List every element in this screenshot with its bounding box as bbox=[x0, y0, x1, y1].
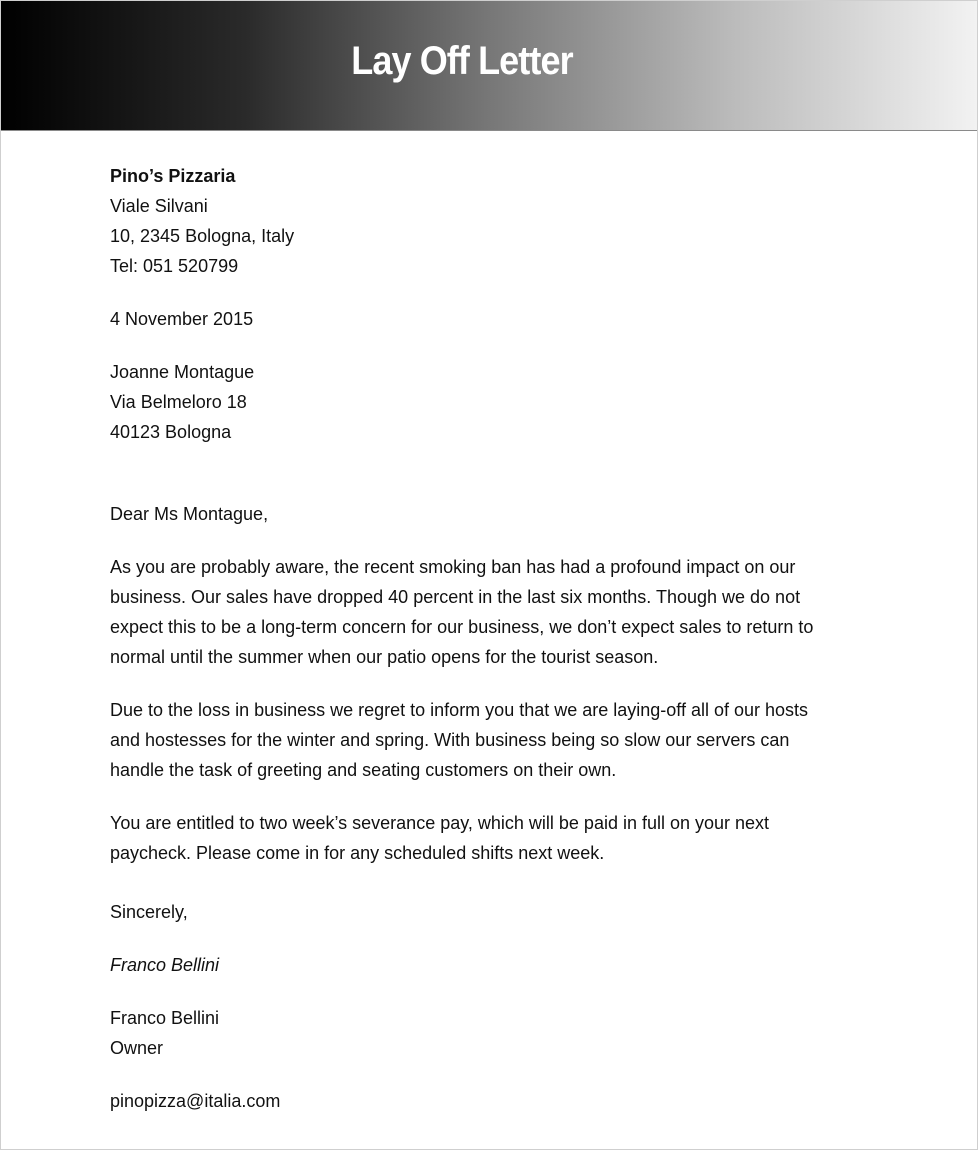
recipient-name: Joanne Montague bbox=[110, 362, 255, 382]
body-paragraph bbox=[110, 695, 870, 785]
paragraph-line: Due to the loss in business we regret to inform you that we are laying-off all of our hosts bbox=[110, 700, 809, 720]
paragraph-line: normal until the summer when our patio opens for the tourist season. bbox=[110, 647, 659, 667]
signer-title: Owner bbox=[110, 1038, 164, 1058]
sender-street: Viale Silvani bbox=[110, 196, 208, 216]
salutation: Dear Ms Montague, bbox=[110, 504, 269, 524]
sender-address bbox=[110, 161, 870, 281]
sender-city: 10, 2345 Bologna, Italy bbox=[110, 226, 295, 246]
recipient-street: Via Belmeloro 18 bbox=[110, 392, 247, 412]
paragraph-line: business. Our sales have dropped 40 percent in the last six months. Though we do not bbox=[110, 587, 801, 607]
page-title: Lay Off Letter bbox=[351, 39, 573, 83]
paragraph-line: handle the task of greeting and seating customers on their own. bbox=[110, 760, 617, 780]
body-paragraph bbox=[110, 552, 870, 672]
paragraph-line: You are entitled to two week’s severance pay, which will be paid in full on your next bbox=[110, 813, 770, 833]
closing: Sincerely, bbox=[110, 902, 188, 922]
sender-phone: Tel: 051 520799 bbox=[110, 256, 239, 276]
body-paragraph bbox=[110, 808, 870, 868]
paragraph-line: paycheck. Please come in for any scheduled shifts next week. bbox=[110, 843, 605, 863]
contact-email: pinopizza@italia.com bbox=[110, 1091, 281, 1111]
paragraph-line: and hostesses for the winter and spring. With business being so slow our servers can bbox=[110, 730, 790, 750]
recipient-city: 40123 Bologna bbox=[110, 422, 232, 442]
signer-name: Franco Bellini bbox=[110, 1008, 220, 1028]
recipient-address bbox=[110, 357, 870, 447]
letter-body bbox=[110, 161, 870, 1116]
letter-date: 4 November 2015 bbox=[110, 309, 254, 329]
signature: Franco Bellini bbox=[110, 955, 220, 975]
paragraph-line: expect this to be a long-term concern for our business, we don’t expect sales to return to bbox=[110, 617, 814, 637]
paragraph-line: As you are probably aware, the recent smoking ban has had a profound impact on our bbox=[110, 557, 796, 577]
header-banner bbox=[1, 1, 977, 131]
sender-company: Pino’s Pizzaria bbox=[110, 166, 236, 186]
